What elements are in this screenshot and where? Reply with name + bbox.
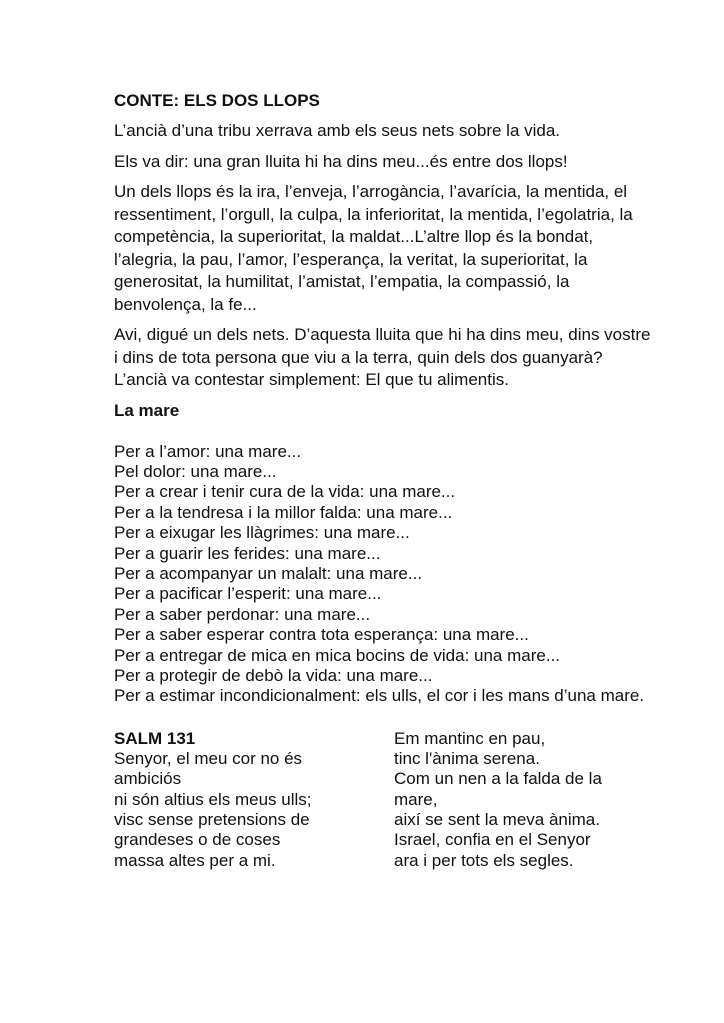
poem-line: Per a eixugar les llàgrimes: una mare... — [114, 523, 410, 543]
poem-line: Per a l’amor: una mare... — [114, 441, 302, 461]
salm-line: ambiciós — [114, 769, 182, 789]
salm-line: així se sent la meva ànima. — [394, 809, 600, 829]
poem-line: Per a entregar de mica en mica bocins de vida: una mare... — [114, 645, 561, 665]
poem-line: Per a pacificar l’esperit: una mare... — [114, 584, 382, 604]
salm-title: SALM 131 — [114, 728, 196, 748]
conte-paragraph: Avi, digué un dels nets. D’aquesta lluita que hi ha dins meu, dins vostre i dins de tota persona que viu a la terra, quin dels dos guanyarà? L’ancià va contestar simplement: El que tu alimentis. — [114, 325, 651, 389]
conte-paragraph: Els va dir: una gran lluita hi ha dins meu...és entre dos llops! — [114, 151, 568, 171]
salm-line: tinc l'ànima serena. — [394, 749, 540, 769]
salm-left-column — [114, 729, 354, 871]
poem-line: Per a protegir de debò la vida: una mare... — [114, 665, 433, 685]
mare-title: La mare — [114, 400, 180, 420]
conte-paragraph: Un dels llops és la ira, l’enveja, l’arrogància, l’avarícia, la mentida, el ressentiment, l’orgull, la culpa, la inferioritat, la mentida, l’egolatria, la competència, la superioritat, la maldat...L’altre llop és la bondat, l’alegria, la pau, l’amor, l’esperança, la veritat, la superioritat, la generositat, la humilitat, l’amistat, l’empatia, la compassió, la benvolença, la fe... — [114, 182, 633, 314]
poem-line: Pel dolor: una mare... — [114, 461, 277, 481]
mare-poem — [114, 442, 654, 707]
salm-line: massa altes per a mi. — [114, 850, 276, 870]
salm-line: Israel, confia en el Senyor — [394, 830, 591, 850]
salm-line: ni són altius els meus ulls; — [114, 789, 312, 809]
poem-line: Per a saber perdonar: una mare... — [114, 604, 371, 624]
poem-line: Per a acompanyar un malalt: una mare... — [114, 563, 423, 583]
salm-line: ara i per tots els segles. — [394, 850, 574, 870]
poem-line: Per a saber esperar contra tota esperança: una mare... — [114, 625, 529, 645]
salm-line: grandeses o de coses — [114, 830, 281, 850]
salm-line: mare, — [394, 789, 438, 809]
salm-line: Com un nen a la falda de la — [394, 769, 602, 789]
poem-line: Per a estimar incondicionalment: els ulls, el cor i les mans d’una mare. — [114, 686, 645, 706]
salm-line: Em mantinc en pau, — [394, 728, 546, 748]
page-content — [114, 90, 654, 879]
salm-right-column — [394, 729, 644, 871]
poem-line: Per a crear i tenir cura de la vida: una mare... — [114, 482, 456, 502]
conte-paragraph: L’ancià d’una tribu xerrava amb els seus nets sobre la vida. — [114, 121, 561, 140]
salm-line: Senyor, el meu cor no és — [114, 749, 303, 769]
salm-section — [114, 729, 654, 879]
poem-line: Per a la tendresa i la millor falda: una mare... — [114, 502, 453, 522]
poem-line: Per a guarir les ferides: una mare... — [114, 543, 381, 563]
conte-title: CONTE: ELS DOS LLOPS — [114, 91, 320, 110]
salm-line: visc sense pretensions de — [114, 809, 310, 829]
